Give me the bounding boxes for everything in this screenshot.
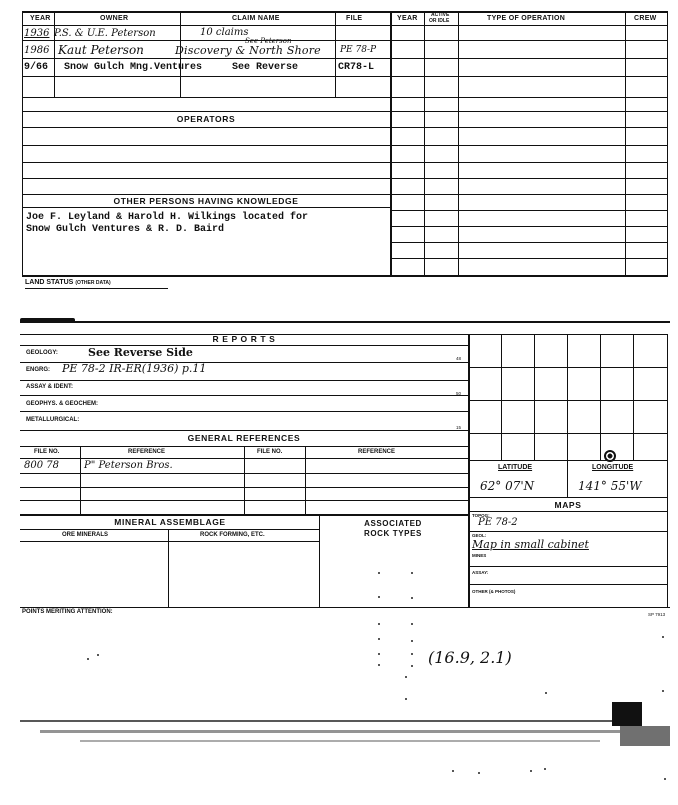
general-refs-title: GENERAL REFERENCES xyxy=(187,433,301,443)
mineral-col-ore: ORE MINERALS xyxy=(62,532,109,538)
topog-label: TOPOG: xyxy=(472,513,490,518)
others-text-2: Snow Gulch Ventures & R. D. Baird xyxy=(26,224,225,235)
assay-ident-label: ASSAY & IDENT: xyxy=(26,384,74,390)
col-header-active-1: ACTIVE xyxy=(431,12,450,18)
others-text-1: Joe F. Leyland & Harold H. Wilkings located for xyxy=(26,212,309,223)
metallurgical-label: METALLURGICAL: xyxy=(26,417,80,423)
associated-rock-2: ROCK TYPES xyxy=(363,529,422,538)
land-status-sub: (OTHER DATA) xyxy=(75,280,111,286)
row1-year: 1936 xyxy=(24,28,50,39)
form-code: SP 7913 xyxy=(648,612,666,617)
gen-ref-col-file-no-2: FILE NO. xyxy=(257,449,283,455)
engrg-label: ENGRG: xyxy=(26,367,50,373)
land-status-text: LAND STATUS xyxy=(25,279,74,286)
maps-other-label: OTHER (& PHOTOS) xyxy=(472,589,516,594)
num-48: 48 xyxy=(456,356,462,361)
engrg-value: PE 78-2 IR-ER(1936) p.11 xyxy=(62,362,207,375)
geol-value: Map in small cabinet xyxy=(472,538,589,551)
col-header-year-2: YEAR xyxy=(397,15,418,22)
geophys-label: GEOPHYS. & GEOCHEM: xyxy=(26,401,99,407)
associated-rock-1: ASSOCIATED xyxy=(364,519,422,528)
gen-ref-row1-reference: P" Peterson Bros. xyxy=(84,460,173,471)
geology-value: See Reverse Side xyxy=(88,346,193,359)
geology-label: GEOLOGY: xyxy=(26,350,58,356)
land-status-label xyxy=(25,279,111,286)
row2-claim: Discovery & North Shore xyxy=(175,44,321,57)
handwritten-coordinate: (16.9, 2.1) xyxy=(428,648,512,667)
topog-value: PE 78-2 xyxy=(478,517,518,528)
operators-title: OPERATORS xyxy=(176,114,236,124)
row2-claim-above: See Peterson xyxy=(245,37,292,45)
row2-file: PE 78-P xyxy=(340,45,377,55)
num-15: 15 xyxy=(456,425,462,430)
row3-file: CR78-L xyxy=(338,62,375,73)
row2-owner: Kaut Peterson xyxy=(58,43,144,57)
col-header-type-of-operation: TYPE OF OPERATION xyxy=(487,15,566,22)
row3-owner: Snow Gulch Mng.Ventures xyxy=(64,62,203,73)
col-header-crew: CREW xyxy=(634,15,657,22)
maps-assay-label: ASSAY: xyxy=(472,570,489,575)
row3-claim: See Reverse xyxy=(232,62,299,73)
row1-owner: P.S. & U.E. Peterson xyxy=(54,28,156,39)
gen-ref-col-file-no: FILE NO. xyxy=(34,449,60,455)
longitude-label: LONGITUDE xyxy=(592,464,634,471)
latitude-value: 62° 07'N xyxy=(480,479,535,493)
longitude-value: 141° 55'W xyxy=(578,479,642,493)
latitude-label: LATITUDE xyxy=(498,464,533,471)
col-header-active-2: OR IDLE xyxy=(429,18,450,24)
col-header-claim-name: CLAIM NAME xyxy=(232,15,280,22)
mineral-col-rock: ROCK FORMING, ETC. xyxy=(200,532,265,538)
num-50: 50 xyxy=(456,391,462,396)
row2-year: 1986 xyxy=(24,45,50,56)
col-header-owner: OWNER xyxy=(100,15,129,22)
reports-title: R E P O R T S xyxy=(212,334,276,344)
points-label: POINTS MERITING ATTENTION: xyxy=(22,609,113,615)
gen-ref-row1-file: 800 78 xyxy=(24,460,59,471)
col-header-file: FILE xyxy=(346,15,363,22)
row3-year: 9/66 xyxy=(24,62,49,73)
others-title: OTHER PERSONS HAVING KNOWLEDGE xyxy=(113,196,299,206)
gen-ref-col-reference: REFERENCE xyxy=(128,449,166,455)
gen-ref-col-reference-2: REFERENCE xyxy=(358,449,396,455)
mines-label: MINES xyxy=(472,553,487,558)
mineral-title: MINERAL ASSEMBLAGE xyxy=(114,517,226,527)
geol-label: GEOL: xyxy=(472,533,487,538)
maps-title: MAPS xyxy=(554,500,582,510)
col-header-year: YEAR xyxy=(30,15,51,22)
row1-claim: 10 claims xyxy=(200,27,249,38)
